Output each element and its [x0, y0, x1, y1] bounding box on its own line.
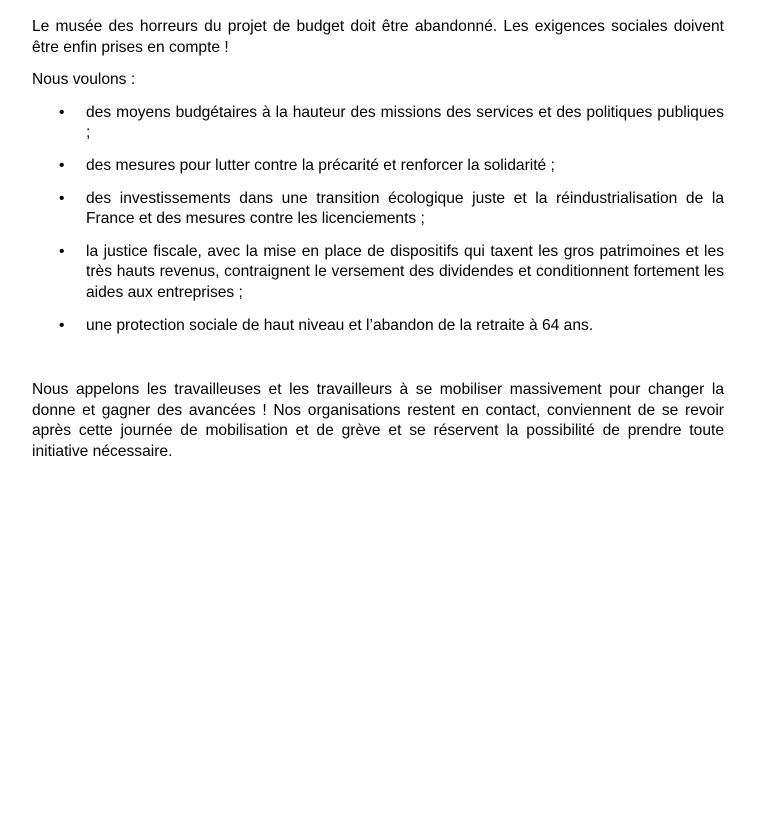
list-item-text: des moyens budgétaires à la hauteur des missions des services et des politiques publiques ; [86, 103, 724, 142]
list-item-text: des mesures pour lutter contre la précarité et renforcer la solidarité ; [86, 156, 555, 174]
outro-paragraph: Nous appelons les travailleuses et les travailleurs à se mobiliser massivement pour changer la donne et gagner des avancées ! Nos organisations restent en contact, conviennent de se revoir après cette journée de mobilisation et de grève et se réservent la possibilité de prendre toute initiative nécessaire. [32, 381, 724, 460]
intro-paragraph: Le musée des horreurs du projet de budget doit être abandonné. Les exigences sociales doivent être enfin prises en compte ! [32, 18, 724, 56]
bullet-icon: • [59, 242, 65, 260]
document-page [32, 17, 724, 463]
list-item-text: des investissements dans une transition écologique juste et la réindustrialisation de la France et des mesures contre les licenciements ; [86, 189, 724, 228]
list-item [32, 156, 724, 177]
list-item [32, 189, 724, 230]
bullet-icon: • [59, 156, 65, 174]
lead-paragraph: Nous voulons : [32, 71, 136, 89]
demands-list [32, 103, 724, 336]
list-item-text: la justice fiscale, avec la mise en place de dispositifs qui taxent les gros patrimoines et les très hauts revenus, contraignent le versement des dividendes et conditionnent fortement les aides aux entreprises ; [86, 242, 724, 301]
list-item-text: une protection sociale de haut niveau et l’abandon de la retraite à 64 ans. [86, 316, 594, 334]
bullet-icon: • [59, 189, 65, 207]
bullet-icon: • [59, 103, 65, 121]
list-item [32, 316, 724, 337]
list-item [32, 242, 724, 304]
list-item [32, 103, 724, 144]
bullet-icon: • [59, 316, 65, 334]
